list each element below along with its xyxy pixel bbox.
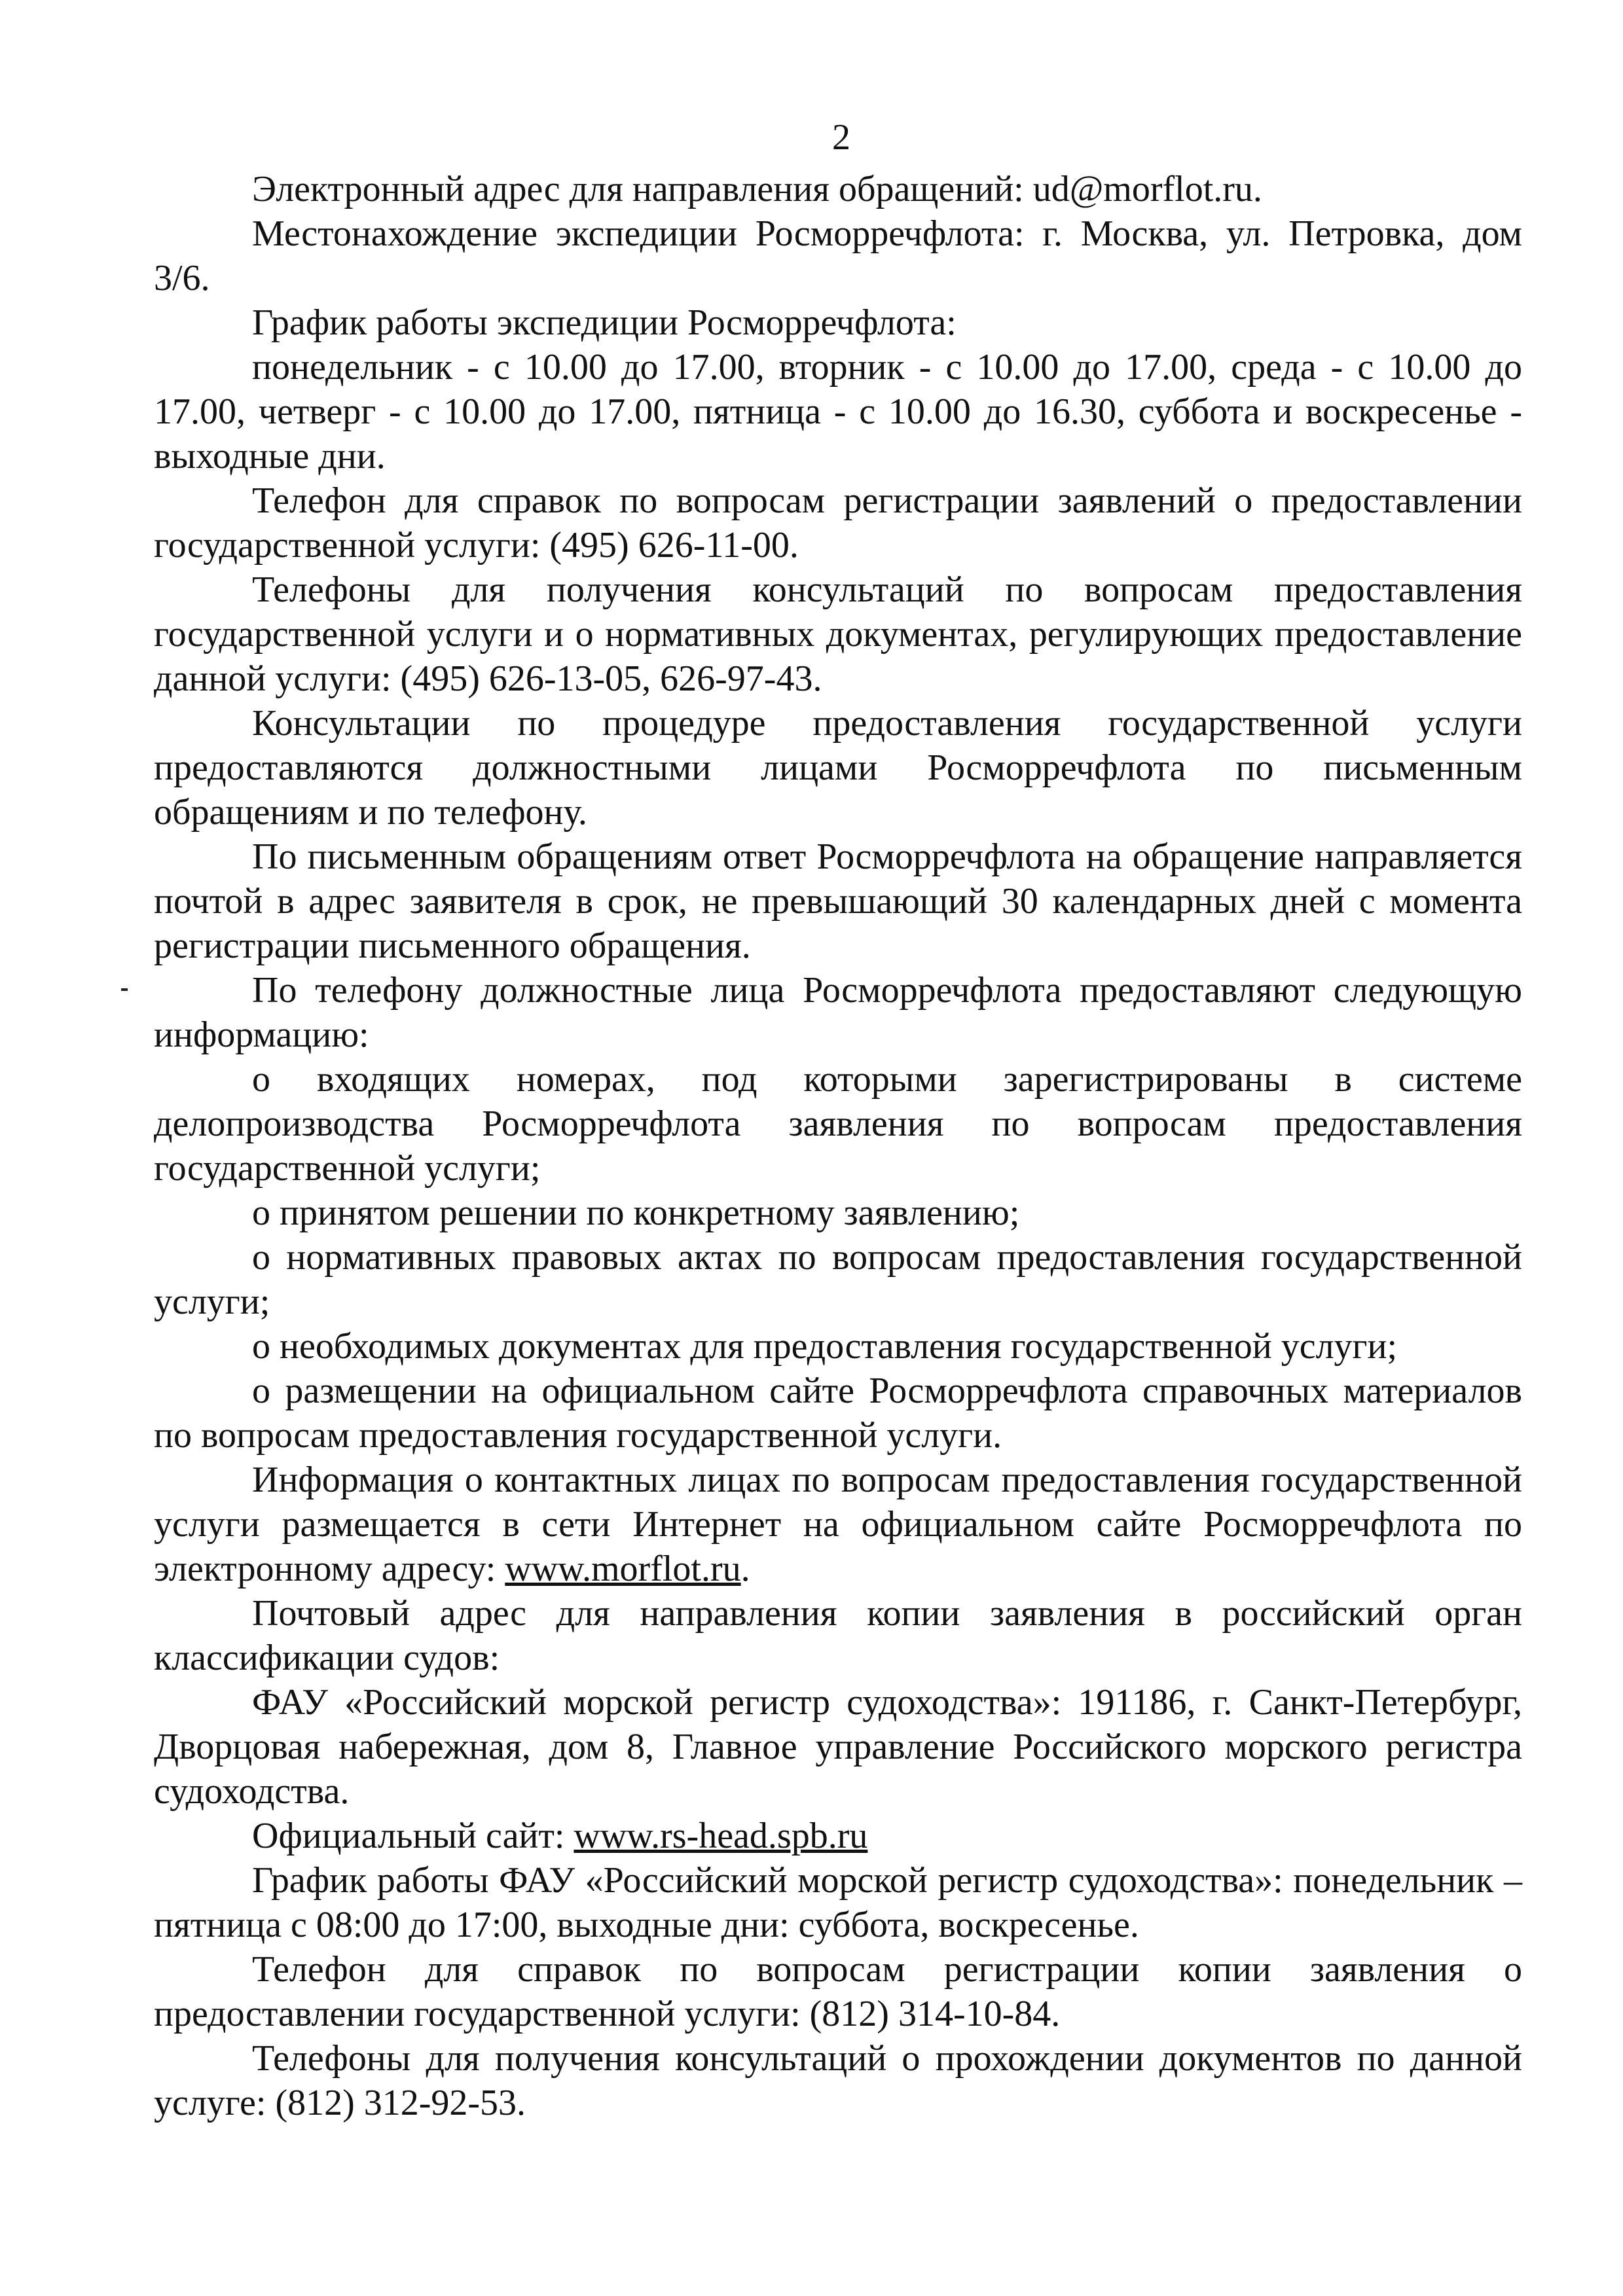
paragraph-fau-address: ФАУ «Российский морской регистр судоходства»: 191186, г. Санкт-Петербург, Дворцовая набережная, дом 8, Главное управление Российского морского регистра судоходства. [154, 1682, 1522, 1812]
contact-info-suffix: . [740, 1549, 750, 1589]
official-site-label: Официальный сайт: [252, 1816, 574, 1856]
paragraph-phone-consult: Телефоны для получения консультаций по вопросам предоставления государственной услуги и о нормативных документах, регулирующих предоставление данной услуги: (495) 626-13-05, 626-97-43. [154, 569, 1522, 699]
paragraph-info-item: о принятом решении по конкретному заявлению; [252, 1193, 1020, 1233]
contact-info-text: Информация о контактных лицах по вопросам предоставления государственной услуги размещается в сети Интернет на официальном сайте Росморречфлота по электронному адресу: [154, 1460, 1522, 1589]
morflot-link[interactable]: www.morflot.ru [505, 1549, 741, 1589]
paragraph-location: Местонахождение экспедиции Росморречфлота: г. Москва, ул. Петровка, дом 3/6. [154, 213, 1522, 298]
paragraph-phone-info: По телефону должностные лица Росморречфлота предоставляют следующую информацию: [154, 970, 1522, 1055]
paragraph-fau-phone: Телефон для справок по вопросам регистрации копии заявления о предоставлении государственной услуги: (812) 314-10-84. [154, 1949, 1522, 2034]
page-number: 2 [832, 117, 850, 158]
paragraph-info-item: о входящих номерах, под которыми зарегистрированы в системе делопроизводства Росморречфлота заявления по вопросам предоставления государственной услуги; [154, 1059, 1522, 1189]
paragraph-written-requests: По письменным обращениям ответ Росморречфлота на обращение направляется почтой в адрес заявителя в срок, не превышающий 30 календарных дней с момента регистрации письменного обращения. [154, 836, 1522, 966]
margin-mark [121, 988, 128, 991]
paragraph-schedule-title: График работы экспедиции Росморречфлота: [252, 302, 957, 343]
paragraph-postal: Почтовый адрес для направления копии заявления в российский орган классификации судов: [154, 1593, 1522, 1678]
paragraph-email: Электронный адрес для направления обращений: ud@morflot.ru. [252, 169, 1262, 209]
paragraph-phone-registration: Телефон для справок по вопросам регистрации заявлений о предоставлении государственной услуги: (495) 626-11-00. [154, 480, 1522, 565]
paragraph-contact-info [154, 1458, 1522, 1591]
paragraph-info-item: о необходимых документах для предоставления государственной услуги; [252, 1326, 1398, 1367]
paragraph-consult-procedure: Консультации по процедуре предоставления государственной услуги предоставляются должностными лицами Росморречфлота по письменным обращениям и по телефону. [154, 703, 1522, 833]
document-body [154, 167, 1522, 2125]
paragraph-info-item: о размещении на официальном сайте Росморречфлота справочных материалов по вопросам предоставления государственной услуги. [154, 1371, 1522, 1456]
rs-head-link[interactable]: www.rs-head.spb.ru [574, 1816, 868, 1856]
paragraph-info-item: о нормативных правовых актах по вопросам предоставления государственной услуги; [154, 1237, 1522, 1322]
paragraph-fau-schedule: График работы ФАУ «Российский морской регистр судоходства»: понедельник – пятница с 08:00 до 17:00, выходные дни: суббота, воскресенье. [154, 1860, 1522, 1945]
paragraph-fau-consult: Телефоны для получения консультаций о прохождении документов по данной услуге: (812) 312-92-53. [154, 2038, 1522, 2123]
paragraph-schedule: понедельник - с 10.00 до 17.00, вторник - с 10.00 до 17.00, среда - с 10.00 до 17.00, четверг - с 10.00 до 17.00, пятница - с 10.00 до 16.30, суббота и воскресенье - выходные дни. [154, 347, 1522, 476]
paragraph-official-site [154, 1814, 1522, 1858]
